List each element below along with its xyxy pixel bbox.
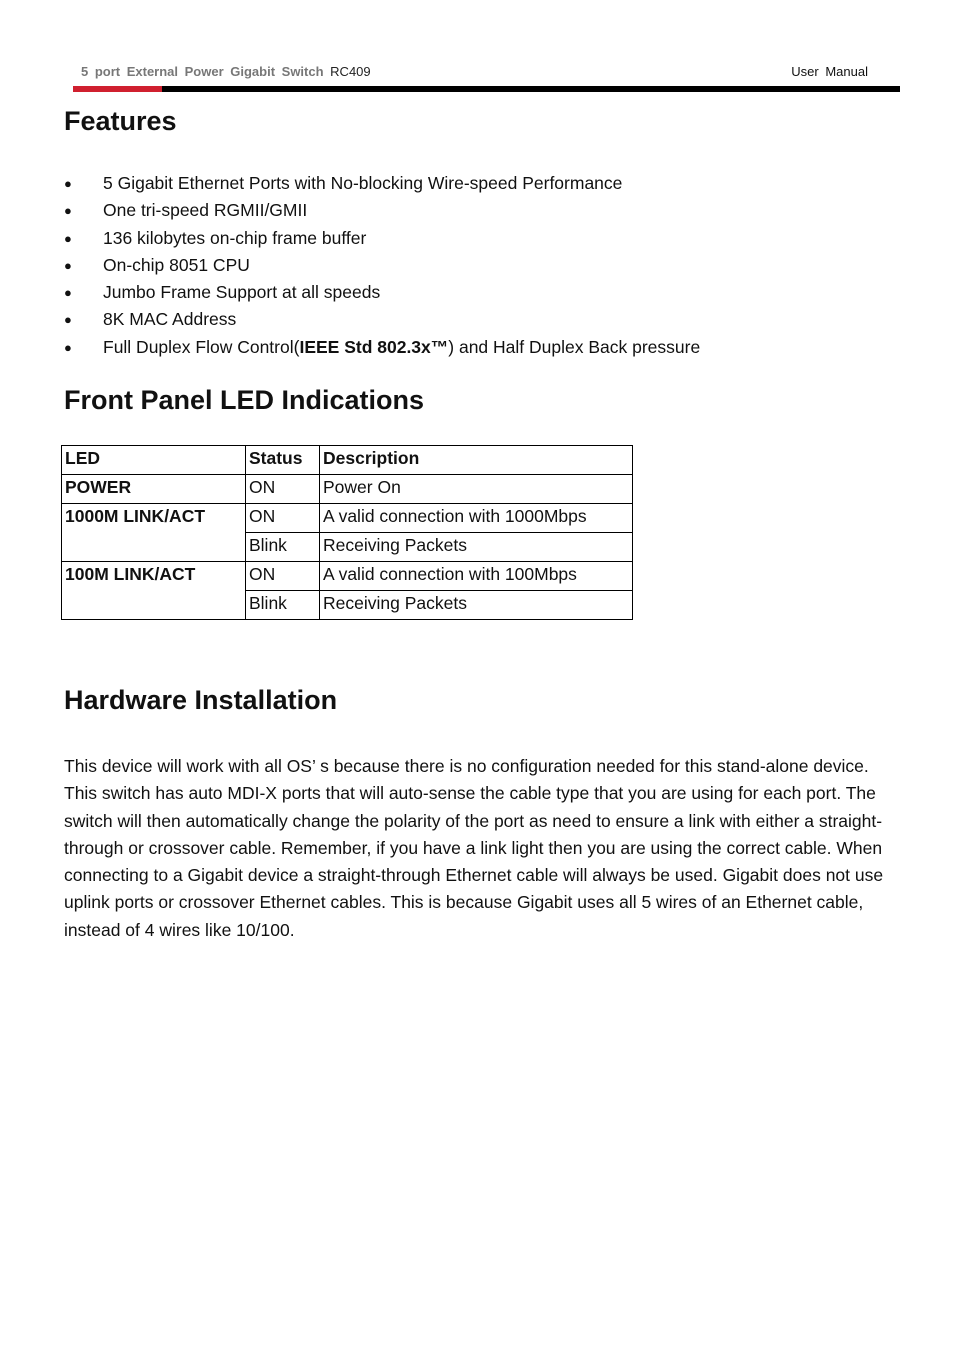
- feature-text: On-chip 8051 CPU: [103, 254, 250, 275]
- feature-item: [64, 306, 700, 333]
- feature-text: 5 Gigabit Ethernet Ports with No-blocking Wire-speed Performance: [103, 173, 623, 193]
- led-name-cell: 1000M LINK/ACT: [62, 504, 246, 562]
- hardware-heading: Hardware Installation: [64, 685, 338, 715]
- header-cell-description: Description: [320, 446, 633, 475]
- feature-text: 8K MAC Address: [103, 309, 237, 330]
- table-row: [62, 562, 633, 591]
- status-cell: ON: [246, 562, 320, 591]
- feature-text-standard: IEEE Std 802.3x™: [299, 336, 449, 357]
- bullet-icon: ●: [64, 257, 72, 273]
- feature-text: Jumbo Frame Support at all speeds: [103, 282, 381, 303]
- feature-item: [64, 279, 700, 306]
- feature-item: [64, 170, 700, 197]
- status-cell: Blink: [246, 533, 320, 562]
- features-list: [64, 170, 700, 361]
- led-name-cell: POWER: [62, 475, 246, 504]
- table-row: [62, 475, 633, 504]
- led-name-cell: 100M LINK/ACT: [62, 562, 246, 620]
- page-header: [81, 64, 868, 82]
- header-model: RC409: [330, 64, 371, 79]
- feature-text: 136 kilobytes on-chip frame buffer: [103, 227, 367, 248]
- header-rule-accent: [73, 86, 162, 92]
- bullet-icon: ●: [64, 285, 72, 301]
- bullet-icon: ●: [64, 203, 72, 219]
- status-cell: ON: [246, 504, 320, 533]
- table-header-row: [62, 446, 633, 475]
- header-product-name: 5 port External Power Gigabit Switch: [81, 64, 324, 79]
- header-rule: [73, 86, 900, 92]
- feature-text: One tri-speed RGMII/GMII: [103, 200, 308, 221]
- description-cell: A valid connection with 100Mbps: [320, 562, 633, 591]
- header-cell-status: Status: [246, 446, 320, 475]
- hardware-body-text: This device will work with all OS’ s because there is no configuration needed for this stand-alone device. This switch has auto MDI-X ports that will auto-sense the cable type that you are using for each port. The switch will then automatically change the polarity of the port as need to ensure a link with either a straight-through or crossover cable. Remember, if you have a link light then you are using the correct cable. When connecting to a Gigabit device a straight-through Ethernet cable will always be used. Gigabit does not use uplink ports or crossover Ethernet cables. This is because Gigabit uses all 5 wires of an Ethernet cable, instead of 4 wires like 10/100.: [64, 756, 884, 940]
- bullet-icon: ●: [64, 176, 72, 191]
- header-doc-type: User Manual: [791, 64, 868, 79]
- led-heading: Front Panel LED Indications: [64, 385, 425, 415]
- description-cell: Receiving Packets: [320, 591, 633, 620]
- bullet-icon: ●: [64, 339, 72, 355]
- table-row: [62, 504, 633, 533]
- header-product-line: [81, 64, 371, 79]
- status-cell: Blink: [246, 591, 320, 620]
- header-cell-led: LED: [62, 446, 246, 475]
- feature-text-after: ) and Half Duplex Back pressure: [448, 336, 701, 357]
- description-cell: Power On: [320, 475, 633, 504]
- features-heading: Features: [64, 106, 177, 136]
- bullet-icon: ●: [64, 230, 72, 246]
- description-cell: Receiving Packets: [320, 533, 633, 562]
- feature-item: [64, 225, 700, 252]
- status-cell: ON: [246, 475, 320, 504]
- feature-item: [64, 197, 700, 224]
- feature-item: [64, 252, 700, 279]
- bullet-icon: ●: [64, 312, 72, 328]
- led-table: [61, 445, 633, 620]
- description-cell: A valid connection with 1000Mbps: [320, 504, 633, 533]
- feature-item: [64, 334, 700, 361]
- feature-text-before: Full Duplex Flow Control(: [103, 336, 300, 357]
